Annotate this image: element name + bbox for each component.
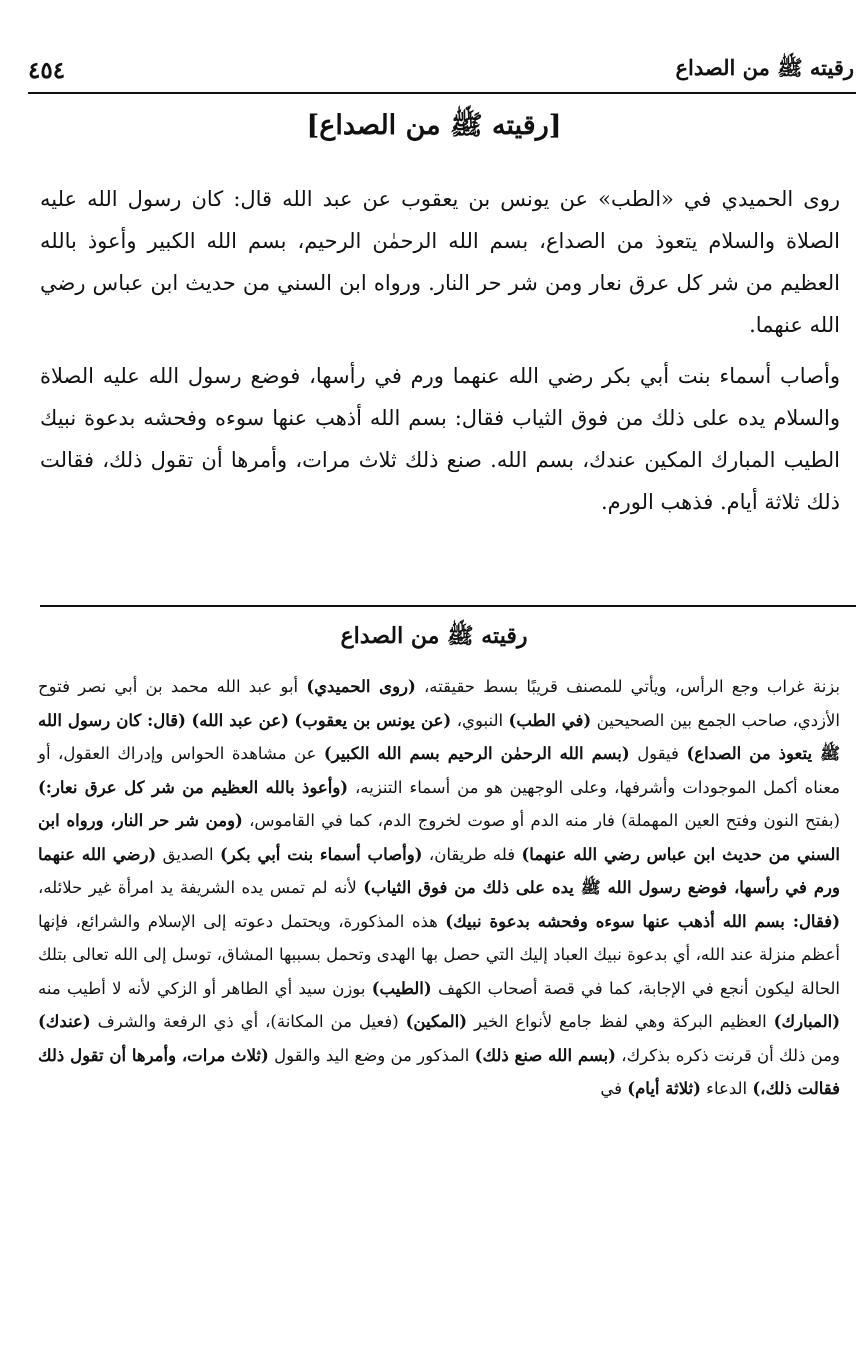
quoted-matn-segment: (المكين) bbox=[405, 1012, 468, 1031]
commentary-segment: فله طريقان، bbox=[422, 844, 522, 864]
commentary-segment: عن مشاهدة الحواس وإدراك العقول، أو معناه أكمل الموجودات وأشرفها، وعلى الوجهين هو من أسماء التنزيه، bbox=[38, 744, 840, 797]
quoted-matn-segment: (في الطب) bbox=[508, 710, 592, 730]
quoted-matn-segment: (بسم الله صنع ذلك) bbox=[474, 1045, 616, 1065]
quoted-matn-segment: (ثلاث مرات، وأمرها أن تقول ذلك فقالت ذلك،) bbox=[38, 1045, 840, 1098]
quoted-matn-segment: (عن عبد الله) bbox=[191, 710, 289, 730]
running-header bbox=[28, 50, 854, 90]
main-paragraph-1: روى الحميدي في «الطب» عن يونس بن يعقوب عن عبد الله قال: كان رسول الله عليه الصلاة والسلام يتعوذ من الصداع، بسم الله الرحمٰن الرحيم، بسم الله الكبير وأعوذ بالله العظيم من شر كل عرق نعار ومن شر حر النار. ورواه ابن السني من حديث ابن عباس رضي الله عنهما. bbox=[40, 187, 840, 337]
quoted-matn-segment: (ومن شر حر النار، ورواه ابن السني من حديث ابن عباس رضي الله عنهما) bbox=[38, 811, 841, 864]
commentary-segment: فيقول bbox=[629, 744, 687, 763]
commentary-title: رقيته ﷺ من الصداع bbox=[340, 623, 528, 649]
quoted-matn-segment: (الطيب) bbox=[371, 978, 432, 998]
quoted-matn-segment: (عندك) bbox=[38, 1012, 91, 1031]
quoted-matn-segment: (بسم الله الرحمٰن الرحيم بسم الله الكبير) bbox=[323, 744, 630, 763]
commentary-segment: هذه المذكورة، ويحتمل دعوته إلى الإسلام والشرائع، فإنها أعظم منزلة عند الله، أي بدعوة نبيك العباد إليك التي حصل بها الهدى وتحمل بسببها المشاق، توسل إلى الله تعالى بتلك الحالة ليكون أنجع في الإجابة، كما في قصة أصحاب الكهف bbox=[38, 911, 840, 998]
quoted-matn-segment: (وأصاب أسماء بنت أبي بكر) bbox=[219, 844, 423, 864]
section-title: [رقيته ﷺ من الصداع] bbox=[306, 110, 562, 141]
quoted-matn-segment: (روى الحميدي) bbox=[306, 677, 416, 696]
running-title: رقيته ﷺ من الصداع bbox=[675, 54, 854, 80]
commentary-text bbox=[38, 670, 840, 1106]
header-rule bbox=[28, 92, 856, 94]
commentary-segment: (فعيل من المكانة)، أي ذي الرفعة والشرف bbox=[90, 1012, 406, 1031]
quoted-matn-segment: (فقال: بسم الله أذهب عنها سوءه وفحشه بدعوة نبيك) bbox=[445, 911, 841, 931]
commentary-segment: الصديق bbox=[156, 844, 220, 864]
commentary-segment: بزنة غراب وجع الرأس، ويأتي للمصنف قريبًا بسط حقيقته، bbox=[415, 677, 840, 696]
commentary-segment: أبو عبد الله محمد بن أبي نصر فتوح الأزدي، صاحب الجمع بين الصحيحين bbox=[38, 677, 841, 730]
main-text bbox=[40, 178, 840, 523]
quoted-matn-segment: (المبارك) bbox=[773, 1012, 840, 1031]
commentary-segment: بوزن سيد أي الطاهر أو الزكي لأنه لا أطيب منه bbox=[38, 978, 372, 998]
commentary-paragraph bbox=[38, 670, 840, 1106]
commentary-segment: ومن ذلك أن قرنت ذكره بذكرك، bbox=[615, 1045, 840, 1065]
commentary-segment: (بفتح النون وفتح العين المهملة) فار منه الدم أو صوت لخروج الدم، كما في القاموس، bbox=[242, 811, 840, 830]
commentary-segment: لأنه لم تمس يده الشريفة يد امرأة غير حلائله، bbox=[38, 878, 364, 897]
main-paragraph-2: وأصاب أسماء بنت أبي بكر رضي الله عنهما ورم في رأسها، فوضع رسول الله عليه الصلاة والسلام يده على ذلك من فوق الثياب فقال: بسم الله أذهب عنها سوءه وفحشه بدعوة نبيك الطيب المبارك المكين عندك، بسم الله. صنع ذلك ثلاث مرات، وأمرها أن تقول ذلك، فقالت ذلك ثلاثة أيام. فذهب الورم. bbox=[40, 364, 840, 514]
commentary-segment: في bbox=[600, 1079, 628, 1098]
page-number: ٤٥٤ bbox=[28, 56, 66, 84]
commentary-divider bbox=[40, 605, 856, 607]
quoted-matn-segment: (وأعوذ بالله العظيم من شر كل عرق نعار:) bbox=[38, 777, 349, 797]
quoted-matn-segment: (قال: كان رسول الله ﷺ يتعوذ من الصداع) bbox=[38, 710, 841, 763]
commentary-segment: النبوي، bbox=[451, 710, 509, 730]
quoted-matn-segment: (عن يونس بن يعقوب) bbox=[294, 710, 452, 730]
commentary-segment: المذكور من وضع اليد والقول bbox=[268, 1045, 475, 1065]
quoted-matn-segment: (رضي الله عنهما ورم في رأسها، فوضع رسول الله ﷺ يده على ذلك من فوق الثياب) bbox=[38, 844, 840, 897]
quoted-matn-segment: (ثلاثة أيام) bbox=[627, 1079, 701, 1098]
commentary-segment: الدعاء bbox=[700, 1079, 753, 1098]
commentary-segment: العظيم البركة وهي لفظ جامع لأنواع الخير bbox=[467, 1012, 774, 1031]
